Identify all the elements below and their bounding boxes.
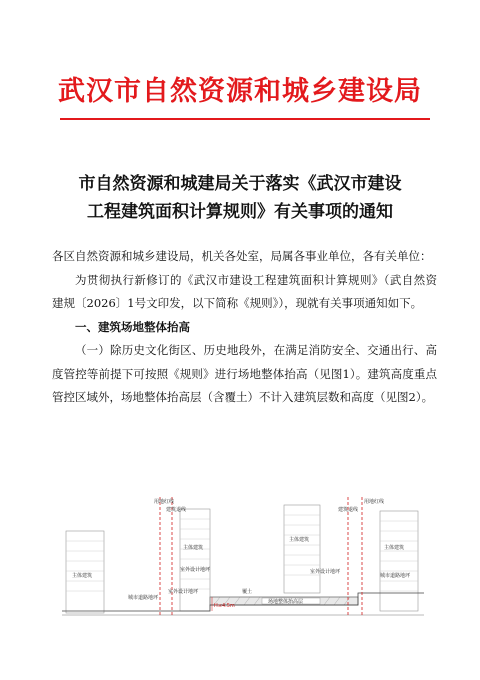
design-grade-label-center: 室外设计地坪 [180, 567, 211, 573]
notice-title [40, 170, 440, 226]
soil-cover-label: 覆土 [242, 589, 253, 595]
main-building-label-left: 主体建筑 [72, 573, 93, 579]
height-note-label: H≤4.5m [214, 603, 235, 609]
road-grade-label-left: 城市道路地坪 [128, 595, 159, 601]
svg-text:建筑退线: 建筑退线 [338, 507, 359, 513]
notice-title-line-2: 工程建筑面积计算规则》有关事项的通知 [87, 202, 393, 222]
section-1-heading: 一、建筑场地整体抬高 [75, 319, 190, 334]
building-center-right [284, 505, 320, 593]
salutation: 各区自然资源和城乡建设局，机关各处室，局属各事业单位，各有关单位： [52, 249, 432, 263]
main-building-label-center-right: 主体建筑 [289, 537, 310, 543]
masthead-title: 武汉市自然资源和城乡建设局 [58, 76, 422, 107]
main-building-label-center-left: 主体建筑 [183, 545, 204, 551]
site-elevation-figure [62, 493, 424, 618]
road-grade-label-right: 城市道路地坪 [380, 573, 411, 579]
design-grade-label-right: 室外设计地坪 [310, 569, 341, 575]
main-building-label-right: 主体建筑 [384, 545, 405, 551]
building-left [66, 531, 104, 613]
masthead-red-rule [60, 118, 430, 120]
notice-title-line-1: 市自然资源和城建局关于落实《武汉市建设 [78, 174, 402, 194]
intro-paragraph: 为贯彻执行新修订的《武汉市建设工程建筑面积计算规则》（武自然资建规〔2026〕1号文印发，以下简称《规则》），现就有关事项通知如下。 [52, 272, 437, 310]
svg-text:用地红线: 用地红线 [154, 499, 175, 505]
building-center-left [180, 509, 210, 611]
raised-layer-label: 场地整体抬高层 [268, 599, 304, 605]
svg-text:建筑退线: 建筑退线 [166, 507, 187, 513]
svg-text:用地红线: 用地红线 [364, 499, 385, 505]
notice-body [52, 245, 437, 410]
building-line-label-left [166, 506, 186, 513]
section-1-paragraph: （一）除历史文化街区、历史地段外，在满足消防安全、交通出行、高度管控等前提下可按照《规则》进行场地整体抬高（见图1）。建筑高度重点管控区域外，场地整体抬高层（含覆土）不计入建筑层数和高度（见图2）。 [52, 343, 437, 404]
building-line-label-right [338, 506, 358, 513]
design-grade-label-left: 室外设计地坪 [168, 589, 199, 595]
land-line-label-left [154, 498, 174, 505]
land-line-label-right [364, 498, 384, 505]
